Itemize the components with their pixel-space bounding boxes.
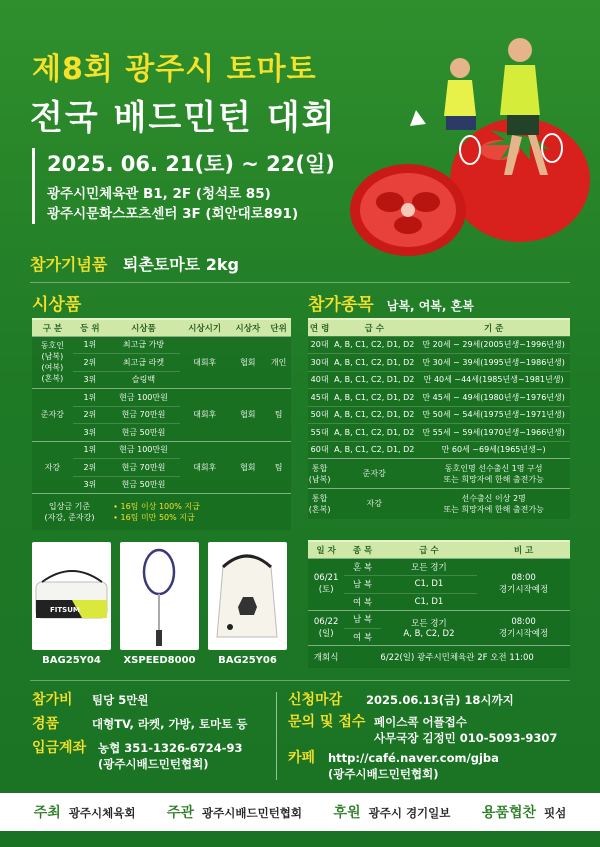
table-header: 연 령 bbox=[308, 319, 331, 336]
footer-host bbox=[34, 802, 136, 822]
cafe-label: 카페 bbox=[288, 750, 316, 766]
prize-rank: 2위 bbox=[73, 354, 107, 372]
prize-time: 대회후 bbox=[180, 336, 229, 389]
prizes-heading: 시상품 bbox=[32, 295, 82, 315]
footer-sponsor-value: 광주시 경기일보 bbox=[368, 806, 451, 820]
table-header: 급 수 bbox=[331, 319, 417, 336]
product-caption-3: BAG25Y06 bbox=[218, 655, 277, 666]
prize-unit: 개인 bbox=[266, 336, 291, 389]
age-group: 통합 (혼복) bbox=[308, 489, 331, 519]
prize-item: 현금 70만원 bbox=[107, 406, 180, 424]
contact-label: 문의 및 접수 bbox=[288, 714, 366, 730]
table-row bbox=[308, 441, 570, 459]
criteria: 만 60세 ~69세(1965년생~) bbox=[417, 441, 570, 459]
footer-sponsor-label: 후원 bbox=[333, 805, 361, 821]
prize-category: 준자강 bbox=[32, 389, 73, 442]
prize-giver: 협회 bbox=[229, 441, 266, 494]
prize-rank: 2위 bbox=[73, 406, 107, 424]
criteria: 만 45세 ~ 49세(1980년생~1976년생) bbox=[417, 389, 570, 407]
criteria: 만 30세 ~ 39세(1995년생~1986년생) bbox=[417, 354, 570, 372]
souvenir bbox=[30, 252, 239, 275]
deadline-label: 신청마감 bbox=[288, 692, 343, 708]
prize-rank: 1위 bbox=[73, 336, 107, 354]
deadline-value: 2025.06.13(금) 18시까지 bbox=[366, 693, 514, 707]
table-header: 시상자 bbox=[229, 319, 266, 336]
product-image-bag bbox=[32, 542, 111, 650]
prize-item: 현금 100만원 bbox=[107, 441, 180, 459]
events-sub: 남복, 여복, 혼복 bbox=[386, 299, 474, 313]
tomato-illustration bbox=[320, 20, 600, 280]
prize-rank: 1위 bbox=[73, 389, 107, 407]
prize-item: 최고급 라켓 bbox=[107, 354, 180, 372]
footer-sponsor bbox=[334, 802, 451, 822]
info-right bbox=[288, 692, 578, 782]
opening-value: 6/22(일) 광주시민체육관 2F 오전 11:00 bbox=[344, 646, 570, 668]
prizes-table bbox=[32, 318, 291, 530]
prize-rank: 3위 bbox=[73, 371, 107, 389]
schedule-grade: C1, D1 bbox=[381, 576, 477, 594]
cafe-owner: (광주시배드민턴협회) bbox=[328, 767, 439, 781]
age-group: 55대 bbox=[308, 424, 331, 442]
prize-item: 현금 50만원 bbox=[107, 476, 180, 494]
prize-time: 대회후 bbox=[180, 441, 229, 494]
criteria: 만 20세 ~ 29세(2005년생~1996년생) bbox=[417, 336, 570, 354]
schedule-event: 여 복 bbox=[344, 593, 381, 611]
table-row bbox=[308, 354, 570, 372]
criteria: 만 50세 ~ 54세(1975년생~1971년생) bbox=[417, 406, 570, 424]
table-header: 구 분 bbox=[32, 319, 73, 336]
schedule-grade: 모든 경기 bbox=[381, 558, 477, 576]
table-header: 비 고 bbox=[477, 541, 570, 558]
schedule-grade: C1, D1 bbox=[381, 593, 477, 611]
title-line-2: 전국 배드민턴 대회 bbox=[30, 98, 337, 138]
criteria-label: 입상금 기준 (자강, 준자강) bbox=[32, 494, 107, 530]
footer-organizer-label: 주관 bbox=[166, 805, 195, 821]
venue-2: 광주시문화스포츠센터 3F (회안대로891) bbox=[47, 206, 299, 222]
table-row bbox=[32, 441, 291, 459]
schedule-date: 06/22 (일) bbox=[308, 611, 344, 646]
criteria-value: ∙ 16팀 이상 100% 지급 ∙ 16팀 미만 50% 지급 bbox=[107, 494, 291, 530]
fee-label: 참가비 bbox=[32, 692, 73, 708]
table-header: 등 위 bbox=[73, 319, 107, 336]
table-row bbox=[32, 389, 291, 407]
prize-giver: 협회 bbox=[229, 336, 266, 389]
prize-item: 현금 50만원 bbox=[107, 424, 180, 442]
footer-organizer bbox=[167, 802, 302, 822]
age-group: 45대 bbox=[308, 389, 331, 407]
table-row bbox=[308, 459, 570, 489]
table-header: 기 준 bbox=[417, 319, 570, 336]
grade: A, B, C1, C2, D1, D2 bbox=[331, 336, 417, 354]
prize-rank: 3위 bbox=[73, 424, 107, 442]
schedule-table bbox=[308, 540, 570, 668]
events-heading: 참가종목 bbox=[308, 295, 374, 315]
prize-time: 대회후 bbox=[180, 389, 229, 442]
prize-rank: 1위 bbox=[73, 441, 107, 459]
prize-category: 자강 bbox=[32, 441, 73, 494]
table-header: 시상품 bbox=[107, 319, 180, 336]
grade: A, B, C1, C2, D1, D2 bbox=[331, 389, 417, 407]
opening-label: 개회식 bbox=[308, 646, 344, 668]
prize-rank: 3위 bbox=[73, 476, 107, 494]
schedule-event: 남 복 bbox=[344, 611, 381, 629]
prize-giver: 협회 bbox=[229, 389, 266, 442]
cafe-link[interactable]: http://café.naver.com/gjba bbox=[328, 751, 499, 765]
footer-organizer-value: 광주시배드민턴협회 bbox=[202, 806, 303, 820]
gift-label: 경품 bbox=[32, 716, 60, 732]
criteria: 만 40세 ~44세(1985년생~1981년생) bbox=[417, 371, 570, 389]
age-group: 50대 bbox=[308, 406, 331, 424]
age-group: 20대 bbox=[308, 336, 331, 354]
table-row bbox=[308, 389, 570, 407]
grade: A, B, C1, C2, D1, D2 bbox=[331, 441, 417, 459]
schedule-note: 08:00 경기시작예정 bbox=[477, 611, 570, 646]
grade: A, B, C1, C2, D1, D2 bbox=[331, 354, 417, 372]
prize-item: 최고급 가방 bbox=[107, 336, 180, 354]
criteria: 동호인명 선수출신 1명 구성 또는 희망자에 한해 출전가능 bbox=[417, 459, 570, 489]
table-row bbox=[308, 646, 570, 668]
age-group: 30대 bbox=[308, 354, 331, 372]
account-holder: (광주시배드민턴협회) bbox=[98, 757, 209, 771]
product-caption-1: BAG25Y04 bbox=[42, 655, 101, 666]
table-header: 종 목 bbox=[344, 541, 381, 558]
info-left bbox=[32, 692, 272, 772]
table-header: 일 자 bbox=[308, 541, 344, 558]
product-image-backpack bbox=[208, 542, 287, 650]
grade: A, B, C1, C2, D1, D2 bbox=[331, 424, 417, 442]
product-caption-2: XSPEED8000 bbox=[123, 655, 196, 666]
schedule-date: 06/21 (토) bbox=[308, 558, 344, 611]
prize-item: 슬링백 bbox=[107, 371, 180, 389]
table-header: 단위 bbox=[266, 319, 291, 336]
footer-equipment-value: 핏섬 bbox=[544, 806, 567, 820]
schedule-grade: 모든 경기 A, B, C2, D2 bbox=[381, 611, 477, 646]
title-line-1: 제8회 광주시 토마토 bbox=[32, 52, 317, 87]
prize-unit: 팀 bbox=[266, 389, 291, 442]
table-row bbox=[32, 494, 291, 530]
table-row bbox=[308, 371, 570, 389]
schedule-event: 남 복 bbox=[344, 576, 381, 594]
contact-value-2: 사무국장 김정민 010-5093-9307 bbox=[374, 731, 558, 745]
age-group: 60대 bbox=[308, 441, 331, 459]
footer-host-label: 주최 bbox=[33, 805, 61, 821]
grade: 준자강 bbox=[331, 459, 417, 489]
grade: 자강 bbox=[331, 489, 417, 519]
table-row bbox=[308, 558, 570, 576]
table-row bbox=[308, 336, 570, 354]
criteria: 선수출신 이상 2명 또는 희망자에 한해 출전가능 bbox=[417, 489, 570, 519]
souvenir-value: 퇴촌토마토 2kg bbox=[122, 255, 239, 274]
schedule-note: 08:00 경기시작예정 bbox=[477, 558, 570, 611]
schedule-event: 여 복 bbox=[344, 628, 381, 646]
schedule-event: 혼 복 bbox=[344, 558, 381, 576]
prize-rank: 2위 bbox=[73, 459, 107, 477]
age-group: 40대 bbox=[308, 371, 331, 389]
table-row bbox=[308, 489, 570, 519]
souvenir-label: 참가기념품 bbox=[30, 255, 108, 274]
contact-value-1: 페이스콕 어플접수 bbox=[374, 715, 467, 729]
divider bbox=[30, 282, 570, 283]
prize-category: 동호인 (남복) (여복) (혼복) bbox=[32, 336, 73, 389]
footer-equipment bbox=[482, 802, 566, 822]
events-table bbox=[308, 318, 570, 519]
table-header: 급 수 bbox=[381, 541, 477, 558]
divider bbox=[276, 692, 277, 780]
prize-item: 현금 100만원 bbox=[107, 389, 180, 407]
gift-value: 대형TV, 라켓, 가방, 토마토 등 bbox=[92, 717, 248, 731]
table-row bbox=[308, 424, 570, 442]
prize-item: 현금 70만원 bbox=[107, 459, 180, 477]
venue-1: 광주시민체육관 B1, 2F (청석로 85) bbox=[47, 186, 271, 202]
events-heading-block bbox=[308, 290, 474, 315]
grade: A, B, C1, C2, D1, D2 bbox=[331, 406, 417, 424]
product-image-racket bbox=[120, 542, 199, 650]
grade: A, B, C1, C2, D1, D2 bbox=[331, 371, 417, 389]
table-header: 시상시기 bbox=[180, 319, 229, 336]
fee-value: 팀당 5만원 bbox=[92, 693, 149, 707]
footer-equipment-label: 용품협찬 bbox=[481, 805, 537, 821]
product-brand-text: FITSUM bbox=[50, 606, 80, 614]
divider bbox=[30, 680, 570, 681]
account-label: 입금계좌 bbox=[32, 740, 87, 756]
prize-unit: 팀 bbox=[266, 441, 291, 494]
table-row bbox=[32, 336, 291, 354]
footer-sponsors bbox=[0, 793, 600, 831]
table-row bbox=[308, 611, 570, 629]
date-venue-block bbox=[32, 148, 335, 224]
age-group: 통합 (남복) bbox=[308, 459, 331, 489]
criteria: 만 55세 ~ 59세(1970년생~1966년생) bbox=[417, 424, 570, 442]
table-row bbox=[308, 406, 570, 424]
footer-host-value: 광주시체육회 bbox=[68, 806, 136, 820]
event-date: 2025. 06. 21(토) ~ 22(일) bbox=[47, 152, 335, 176]
account-value: 농협 351-1326-6724-93 bbox=[98, 741, 243, 755]
